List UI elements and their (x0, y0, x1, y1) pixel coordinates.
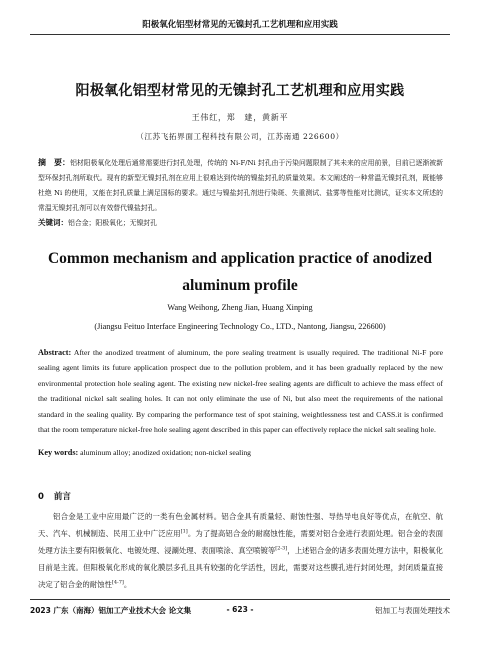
chinese-authors: 王伟红，郑 建，黄新平 (191, 113, 289, 122)
chinese-title: 阳极氧化铝型材常见的无镍封孔工艺机理和应用实践 (75, 83, 405, 99)
footer-section: 铝加工与表面处理技术 (375, 606, 450, 615)
page-number: - 623 - (226, 605, 254, 614)
english-title: Common mechanism and application practice of anodized aluminum profile (47, 250, 433, 294)
paragraph-text: 。为了提高铝合金的耐腐蚀性能，需要对铝合金进行表面处理。铝合金的表面处理方法主要有阳极氧化、电镀处理、浸涮处理、表面喷涂、真空喷镀等 (38, 529, 443, 555)
english-keywords-text: aluminum alloy; anodized oxidation; non-nickel sealing (80, 448, 251, 457)
english-abstract-label: Abstract: (38, 348, 72, 357)
chinese-keywords-text: 铝合金；阳极氧化；无镍封孔 (68, 219, 157, 227)
citation: [4-7] (111, 579, 124, 586)
english-abstract-text: After the anodized treatment of aluminum, the pore sealing treatment is usually required. The traditional Ni-F pore sealing agent limits its future application prospect due to the pollution problem, and it has been gradually replaced by the new environmental protection hole sealing agent. The existing new nickel-free sealing agents are difficult to achieve the mass effect of the traditional nickel salt sealing holes. It can not only eliminate the use of Ni, but also meet the requirements of the national standard in the sealing quality. By comparing the performance test of spot staining, weightlessness test and CASS.it is confirmed that the room temperature nickel-free hole sealing agent described in this paper can effectively replace the nickel salt sealing hole. (38, 348, 443, 435)
english-keywords-label: Key words: (38, 448, 79, 457)
chinese-keywords-label: 关键词： (38, 218, 68, 227)
english-affiliation: (Jiangsu Feituo Interface Engineering Technology Co., LTD., Nantong, Jiangsu, 226600) (94, 322, 386, 331)
paragraph-text: 铝合金是工业中应用最广泛的一类有色金属材料。铝合金具有质量轻、耐蚀性强、导热导电良好等优点，在航空、航天、汽车、机械制造、民用工业中广泛应用 (38, 512, 443, 538)
paragraph-text: ，上述铝合金的诸多表面处理方法中，阳极氧化目前是主流。但阳极氧化形成的氧化膜层多孔且具有较强的化学活性，因此，需要对这些膜孔进行封闭处理，封闭质量直接决定了铝合金的耐蚀性 (38, 546, 443, 589)
paragraph-text: 。 (123, 580, 132, 589)
chinese-affiliation: （江苏飞拓界面工程科技有限公司，江苏南通 226600） (136, 132, 344, 141)
page-footer (30, 599, 450, 618)
footer-proceedings: 2023 广东（南海）铝加工产业技术大会 论文集 (30, 606, 192, 615)
running-head: 阳极氧化铝型材常见的无镍封孔工艺机理和应用实践 (30, 16, 450, 35)
citation: [2-3] (275, 545, 288, 552)
section-heading (38, 490, 71, 502)
english-keywords (38, 447, 443, 459)
section-title: 前言 (53, 492, 71, 502)
chinese-abstract (38, 155, 443, 216)
section-number: 0 (38, 492, 44, 502)
chinese-keywords (38, 215, 443, 231)
english-authors: Wang Weihong, Zheng Jian, Huang Xinping (167, 303, 313, 312)
chinese-abstract-label: 摘 要： (38, 158, 71, 167)
chinese-abstract-text: 铝材阳极氧化处理后通常需要进行封孔处理，传统的 Ni-F/Ni 封孔由于污染问题限制了其未来的应用前景，目前已逐渐被新型环保封孔剂所取代。现有的新型无镍封孔剂在应用上很难达到传统的镍盐封孔的质量效果。本文阐述的一种常温无镍封孔剂，既能够杜绝 Ni 的使用，又能在封孔质量上满足国标的要求。通过与镍盐封孔剂进行染斑、失重测试、盐雾等性能对比测试，证实本文所述的常温无镍封孔剂可以有效替代镍盐封孔。 (38, 159, 444, 212)
citation: [1] (180, 528, 188, 535)
section-paragraph (38, 508, 443, 593)
english-abstract (38, 345, 443, 437)
